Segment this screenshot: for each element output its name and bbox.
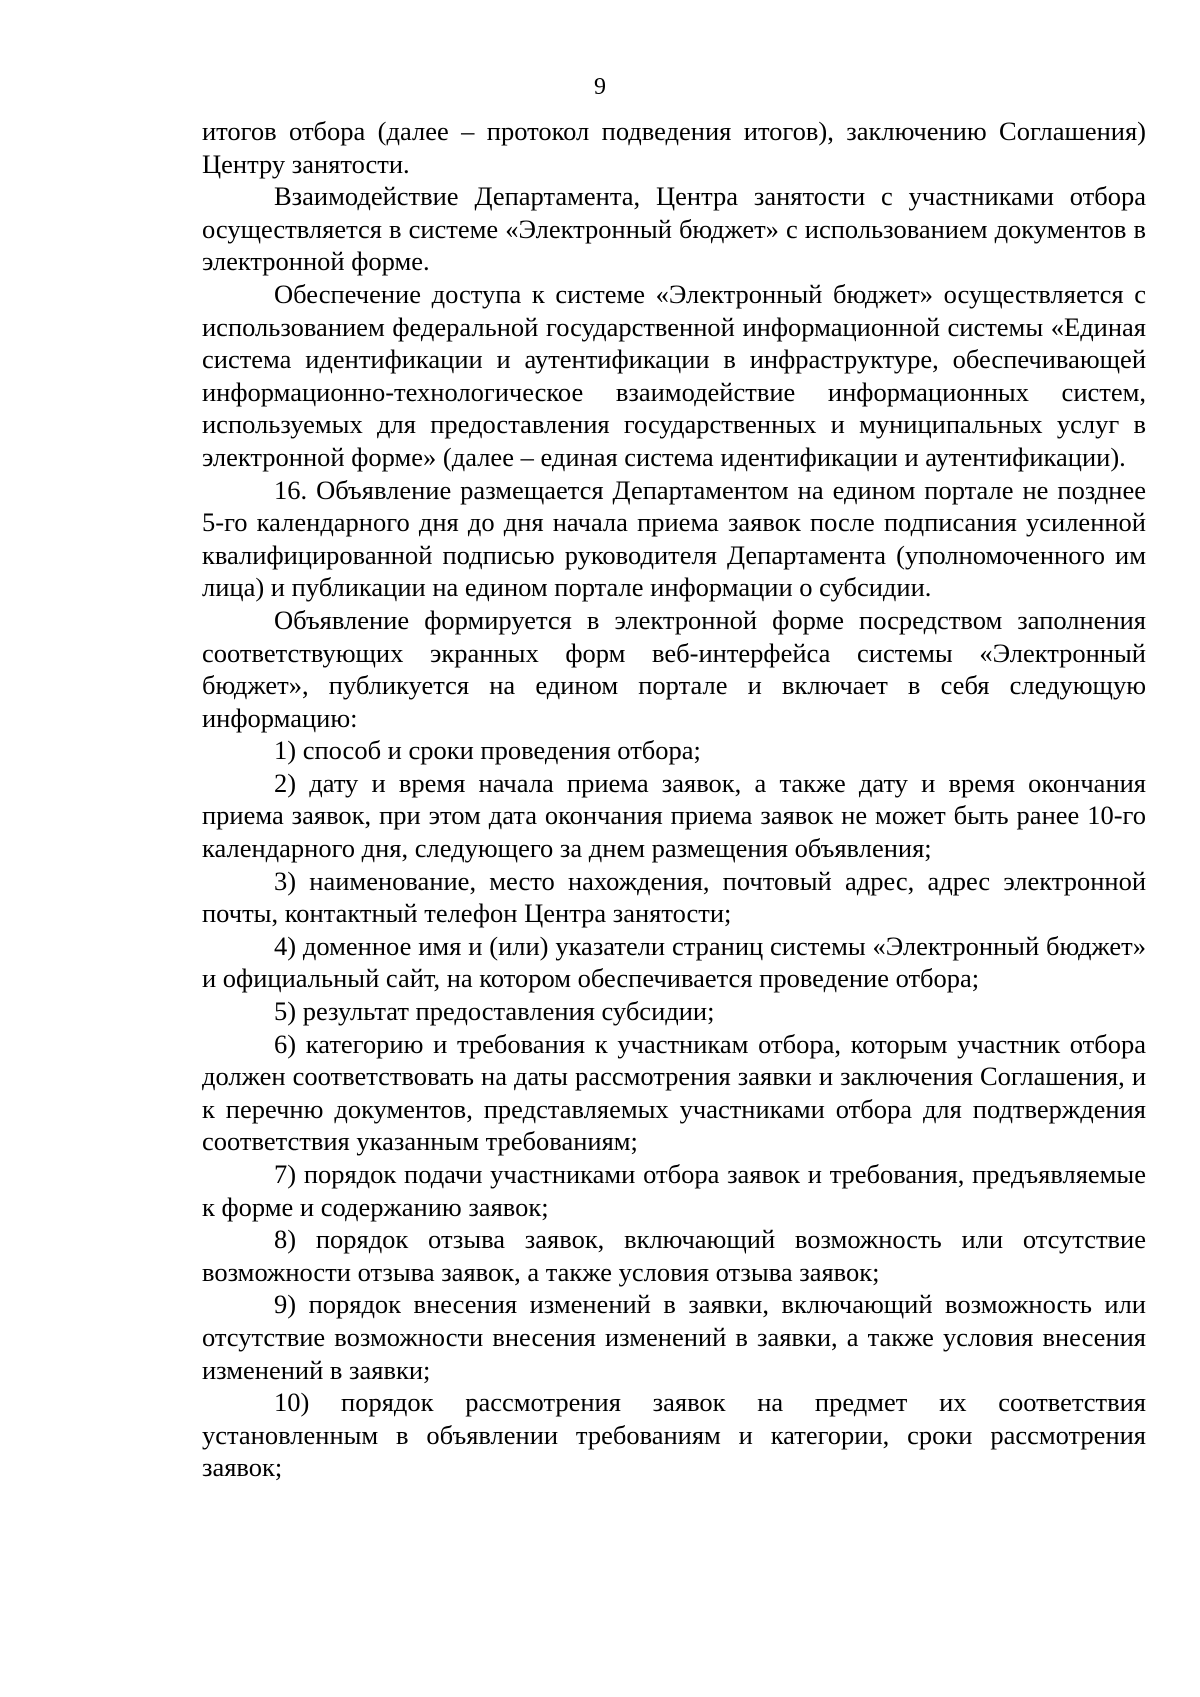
list-item-2: 2) дату и время начала приема заявок, а также дату и время окончания приема заявок, при этом дата окончания приема заявок не может быть ранее 10-го календарного дня, следующего за днем размещения объявления; [202, 767, 1146, 864]
list-item-3: 3) наименование, место нахождения, почтовый адрес, адрес электронной почты, контактный телефон Центра занятости; [202, 865, 1146, 929]
list-item-5: 5) результат предоставления субсидии; [274, 996, 715, 1027]
list-item-4: 4) доменное имя и (или) указатели страниц системы «Электронный бюджет» и официальный сайт, на котором обеспечивается проведение отбора; [202, 930, 1146, 994]
paragraph-continuation: итогов отбора (далее – протокол подведения итогов), заключению Соглашения) Центру занятости. [202, 116, 1146, 179]
paragraph-announcement-form: Объявление формируется в электронной форме посредством заполнения соответствующих экранных форм веб-интерфейса системы «Электронный бюджет», публикуется на едином портале и включает в себя следующую информацию: [202, 604, 1146, 733]
list-item-7: 7) порядок подачи участниками отбора заявок и требования, предъявляемые к форме и содержанию заявок; [202, 1159, 1146, 1222]
list-item-9: 9) порядок внесения изменений в заявки, включающий возможность или отсутствие возможности внесения изменений в заявки, а также условия внесения изменений в заявки; [202, 1289, 1146, 1385]
document-body [202, 115, 1146, 1484]
paragraph-item-16: 16. Объявление размещается Департаментом на едином портале не позднее 5-го календарного дня до дня начала приема заявок после подписания усиленной квалифицированной подписью руководителя Департамента (уполномоченного им лица) и публикации на едином портале информации о субсидии. [202, 474, 1146, 603]
page-number: 9 [594, 74, 606, 100]
list-item-8: 8) порядок отзыва заявок, включающий возможность или отсутствие возможности отзыва заявок, а также условия отзыва заявок; [202, 1224, 1146, 1287]
paragraph-interaction: Взаимодействие Департамента, Центра занятости с участниками отбора осуществляется в системе «Электронный бюджет» с использованием документов в электронной форме. [202, 181, 1146, 277]
list-item-6: 6) категорию и требования к участникам отбора, которым участник отбора должен соответствовать на даты рассмотрения заявки и заключения Соглашения, и к перечню документов, представляемых участниками отбора для подтверждения соответствия указанным требованиям; [202, 1028, 1146, 1157]
list-item-1: 1) способ и сроки проведения отбора; [274, 735, 701, 766]
paragraph-access: Обеспечение доступа к системе «Электронный бюджет» осуществляется с использованием федеральной государственной информационной системы «Единая система идентификации и аутентификации в инфраструктуре, обеспечивающей информационно-технологическое взаимодействие информационных систем, используемых для предоставления государственных и муниципальных услуг в электронной форме» (далее – единая система идентификации и аутентификации). [202, 278, 1146, 472]
list-item-10: 10) порядок рассмотрения заявок на предмет их соответствия установленным в объявлении требованиям и категории, сроки рассмотрения заявок; [202, 1387, 1146, 1483]
